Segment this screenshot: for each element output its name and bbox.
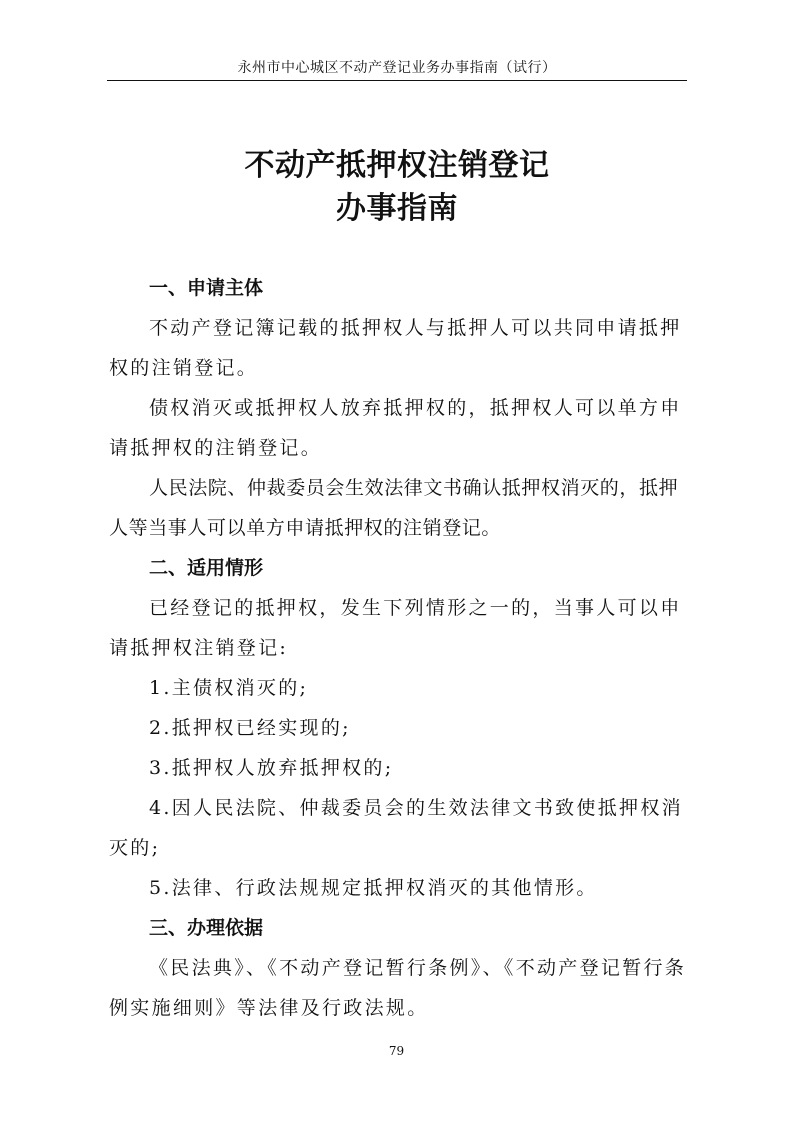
paragraph: 债权消灭或抵押权人放弃抵押权的，抵押权人可以单方申请抵押权的注销登记。	[109, 397, 682, 459]
list-item: 1.主债权消灭的;	[149, 677, 309, 699]
document-title: 不动产抵押权注销登记	[244, 148, 550, 183]
section-heading-legal-basis: 三、办理依据	[149, 917, 264, 939]
list-item: 5.法律、行政法规规定抵押权消灭的其他情形。	[149, 877, 598, 899]
page-number: 79	[388, 1044, 405, 1058]
paragraph: 《民法典》、《不动产登记暂行条例》、《不动产登记暂行条例实施细则》等法律及行政法规。	[109, 957, 687, 1019]
section-heading-applicant: 一、申请主体	[149, 277, 264, 299]
paragraph: 不动产登记簿记载的抵押权人与抵押人可以共同申请抵押权的注销登记。	[109, 317, 682, 379]
list-item: 4.因人民法院、仲裁委员会的生效法律文书致使抵押权消灭的;	[109, 797, 683, 859]
list-item: 3.抵押权人放弃抵押权的;	[149, 757, 394, 779]
header-rule	[107, 80, 687, 81]
document-subtitle: 办事指南	[336, 191, 458, 226]
list-item: 2.抵押权已经实现的;	[149, 717, 351, 739]
running-header: 永州市中心城区不动产登记业务办事指南（试行）	[237, 60, 557, 76]
document-body	[109, 268, 689, 1028]
paragraph: 已经登记的抵押权，发生下列情形之一的，当事人可以申请抵押权注销登记:	[109, 597, 682, 659]
section-heading-applicable-cases: 二、适用情形	[149, 557, 264, 579]
paragraph: 人民法院、仲裁委员会生效法律文书确认抵押权消灭的，抵押人等当事人可以单方申请抵押权的注销登记。	[109, 477, 679, 539]
